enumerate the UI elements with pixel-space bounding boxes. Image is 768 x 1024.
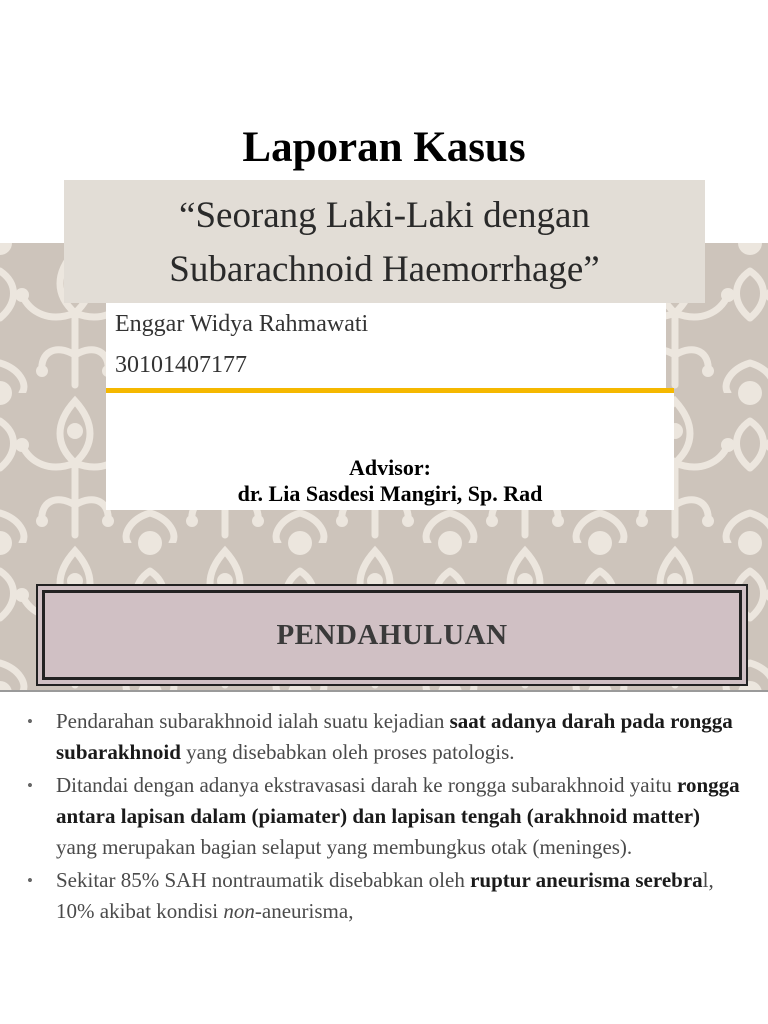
bullet-text-run: -aneurisma, xyxy=(254,899,354,923)
bullet-text-run: yang merupakan bagian selaput yang membungkus otak (meninges). xyxy=(56,835,633,859)
bullet-item xyxy=(0,770,768,863)
bullet-text-bold: rongga antara lapisan dalam (piamater) dan lapisan tengah (arakhnoid matter) xyxy=(56,773,740,828)
student-id: 30101407177 xyxy=(115,352,247,378)
bullet-text-run: Sekitar 85% SAH nontraumatik disebabkan oleh xyxy=(56,868,471,892)
bullet-marker: • xyxy=(27,776,33,795)
advisor-box xyxy=(106,393,674,510)
section-heading: PENDAHULUAN xyxy=(276,618,508,651)
bullet-text-run: Ditandai dengan adanya ekstravasasi darah ke rongga subarakhnoid yaitu xyxy=(56,773,678,797)
advisor-name: dr. Lia Sasdesi Mangiri, Sp. Rad xyxy=(237,481,543,506)
bullet-item xyxy=(0,865,768,927)
subtitle-line-1: “Seorang Laki-Laki dengan xyxy=(179,195,590,236)
bullet-text-bold: saat adanya darah pada rongga subarakhnoid xyxy=(56,709,733,764)
section-heading-inner-frame xyxy=(42,590,742,680)
bullet-text-bold: ruptur aneurisma serebra xyxy=(470,868,703,892)
bullet-list xyxy=(0,706,768,929)
bullet-marker: • xyxy=(27,871,33,890)
author-box xyxy=(106,303,666,389)
advisor-label: Advisor: xyxy=(349,455,431,480)
bullet-marker: • xyxy=(27,712,33,731)
slide-title: Laporan Kasus xyxy=(190,116,578,180)
bullet-item xyxy=(0,706,768,768)
section-heading-frame xyxy=(36,584,748,686)
bullet-text-italic: non xyxy=(223,899,255,923)
bullet-text-run: Pendarahan subarakhnoid ialah suatu kejadian xyxy=(56,709,450,733)
subtitle-line-2: Subarachnoid Haemorrhage” xyxy=(169,249,600,290)
content-slide xyxy=(0,690,768,1024)
subtitle-box xyxy=(64,180,705,303)
bullet-text-run: l, 10% akibat kondisi xyxy=(56,868,714,923)
bullet-text-run: yang disebabkan oleh proses patologis. xyxy=(180,740,515,764)
author-name: Enggar Widya Rahmawati xyxy=(115,311,369,337)
